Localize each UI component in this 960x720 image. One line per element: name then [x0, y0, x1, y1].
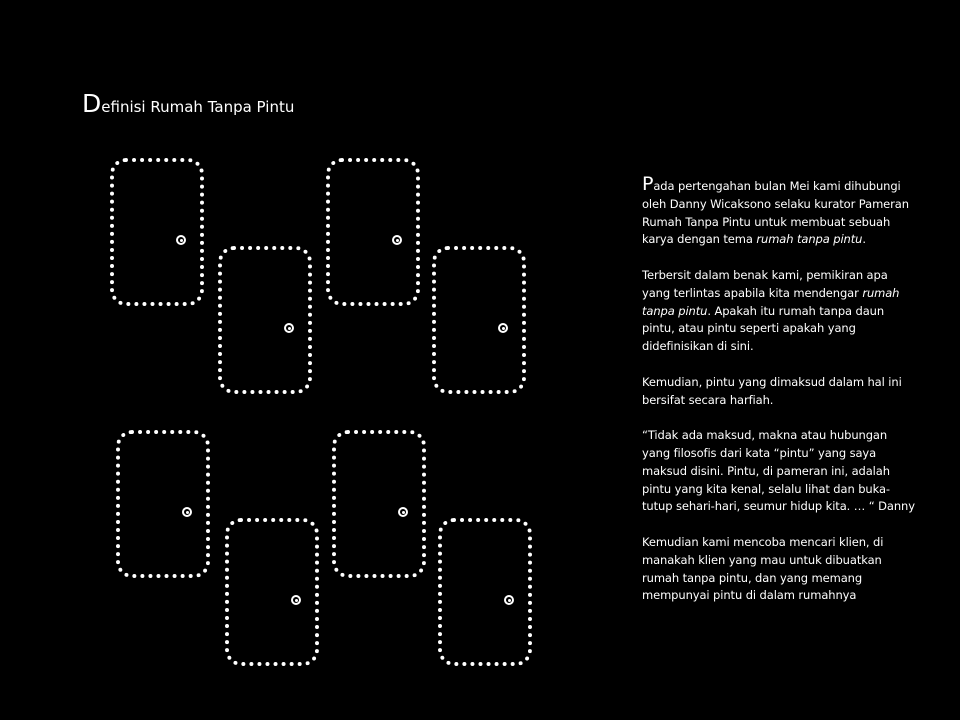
- doorknob-icon: [176, 235, 186, 245]
- paragraph-text: .: [862, 232, 866, 247]
- door-outline: [225, 518, 319, 666]
- doorknob-icon: [498, 323, 508, 333]
- door-outline: [218, 246, 312, 394]
- title-rest: efinisi Rumah Tanpa Pintu: [101, 98, 295, 116]
- doorknob-icon: [504, 595, 514, 605]
- doorknob-icon: [398, 507, 408, 517]
- door-outline: [116, 430, 210, 578]
- doorknob-icon: [392, 235, 402, 245]
- door-outline: [326, 158, 420, 306]
- paragraph-text: . Apakah itu rumah tanpa daun pintu, atau pintu seperti apakah yang didefinisikan di sini.: [642, 303, 885, 354]
- door-outline: [438, 518, 532, 666]
- paragraph-thought: [642, 267, 917, 356]
- doorknob-icon: [291, 595, 301, 605]
- paragraph-emphasis: rumah tanpa pintu: [756, 232, 863, 247]
- page-title: [82, 86, 294, 125]
- doorknob-icon: [182, 507, 192, 517]
- paragraph-text: Terbersit dalam benak kami, pemikiran apa yang terlintas apabila kita mendengar: [642, 267, 888, 300]
- paragraph-intro: [642, 173, 917, 249]
- title-initial: D: [82, 89, 102, 118]
- door-outline: [432, 246, 526, 394]
- paragraph-client: Kemudian kami mencoba mencari klien, di manakah klien yang mau untuk dibuatkan rumah tanpa pintu, dan yang memang mempunyai pintu di dalam rumahnya: [642, 534, 884, 603]
- door-outline: [332, 430, 426, 578]
- paragraph-initial: P: [642, 173, 654, 195]
- doorknob-icon: [284, 323, 294, 333]
- paragraph-text: ada pertengahan bulan Mei kami dihubungi oleh Danny Wicaksono selaku kurator Pameran Rumah Tanpa Pintu untuk membuat sebuah karya dengan tema: [642, 179, 909, 247]
- door-outline: [110, 158, 204, 306]
- paragraph-literal: Kemudian, pintu yang dimaksud dalam hal ini bersifat secara harfiah.: [642, 374, 902, 407]
- body-text: [642, 173, 917, 623]
- paragraph-quote: “Tidak ada maksud, makna atau hubungan yang filosofis dari kata “pintu” yang saya maksud disini. Pintu, di pameran ini, adalah pintu yang kita kenal, selalu lihat dan buka-tutup sehari-hari, seumur hidup kita. … “ Danny: [642, 428, 915, 514]
- paragraph-emphasis: rumah tanpa pintu: [642, 285, 900, 318]
